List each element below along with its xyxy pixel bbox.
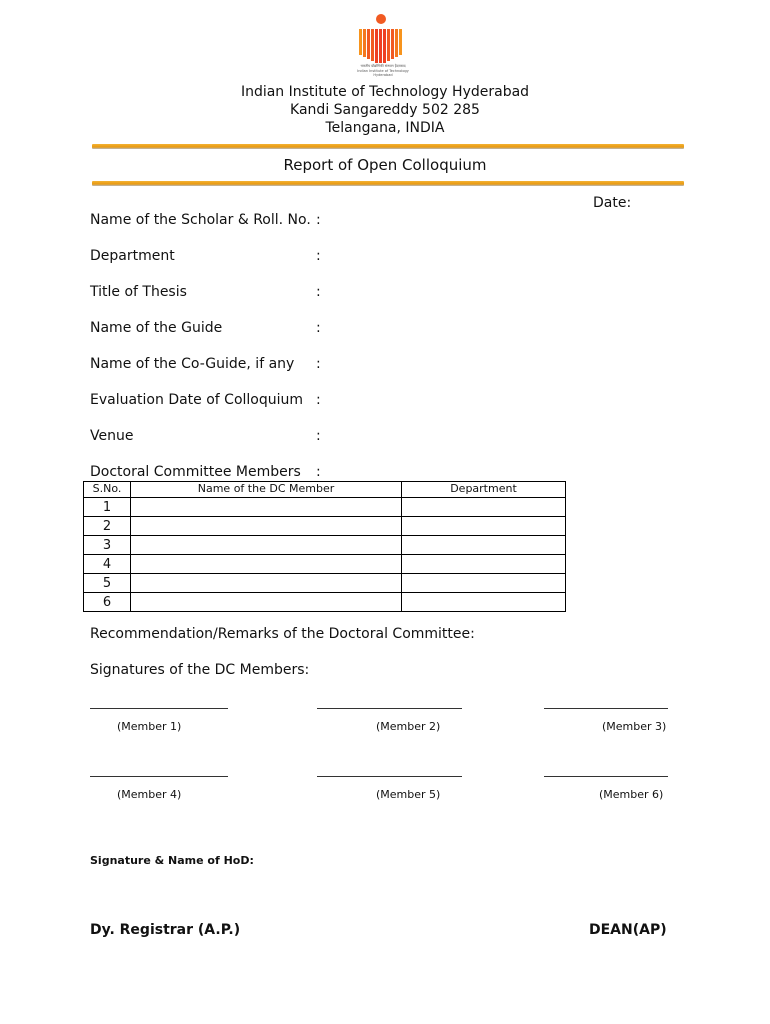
page-title: Report of Open Colloquium <box>283 156 487 174</box>
member-3-label: (Member 3) <box>602 720 667 733</box>
institute-state: Telangana, INDIA <box>325 120 445 136</box>
hod-signature-label: Signature & Name of HoD: <box>90 854 254 867</box>
field-colon: : <box>316 284 321 300</box>
dean-label: DEAN(AP) <box>589 922 667 938</box>
field-colon: : <box>316 356 321 372</box>
member-department-cell[interactable] <box>402 517 566 536</box>
table-row <box>84 574 566 593</box>
member-1-label: (Member 1) <box>117 720 182 733</box>
row-number: 4 <box>84 555 131 574</box>
member-5-label: (Member 5) <box>376 788 441 801</box>
field-department: Department <box>90 248 175 264</box>
member-4-label: (Member 4) <box>117 788 182 801</box>
table-row <box>84 555 566 574</box>
field-venue: Venue <box>90 428 134 444</box>
row-number: 6 <box>84 593 131 612</box>
row-number: 5 <box>84 574 131 593</box>
institute-address: Kandi Sangareddy 502 285 <box>290 102 480 118</box>
column-header-name: Name of the DC Member <box>131 482 402 498</box>
iith-logo <box>355 14 411 78</box>
column-header-sno: S.No. <box>84 482 131 498</box>
field-guide: Name of the Guide <box>90 320 223 336</box>
signatures-label: Signatures of the DC Members: <box>90 662 310 678</box>
field-evaluation-date: Evaluation Date of Colloquium <box>90 392 304 408</box>
title-rule-bottom <box>92 181 684 186</box>
row-number: 1 <box>84 498 131 517</box>
member-name-cell[interactable] <box>131 517 402 536</box>
member-name-cell[interactable] <box>131 536 402 555</box>
logo-caption-line: Hyderabad <box>373 73 393 77</box>
field-colon: : <box>316 248 321 264</box>
member-department-cell[interactable] <box>402 498 566 517</box>
field-thesis-title: Title of Thesis <box>90 284 187 300</box>
field-colon: : <box>316 320 321 336</box>
signature-line[interactable] <box>90 708 228 709</box>
member-name-cell[interactable] <box>131 574 402 593</box>
dc-members-table <box>83 481 566 612</box>
logo-caption <box>349 64 417 78</box>
signature-line[interactable] <box>90 776 228 777</box>
logo-caption-line: भारतीय प्रौद्योगिकी संस्थान हैदराबाद <box>360 64 406 68</box>
table-row <box>84 593 566 612</box>
field-colon: : <box>316 428 321 444</box>
recommendation-label: Recommendation/Remarks of the Doctoral Committee: <box>90 626 475 642</box>
institute-name: Indian Institute of Technology Hyderabad <box>240 84 530 100</box>
logo-caption-line: Indian Institute of Technology <box>357 68 409 73</box>
signature-line[interactable] <box>544 708 668 709</box>
column-header-department: Department <box>402 482 566 498</box>
table-row <box>84 517 566 536</box>
field-scholar-name: Name of the Scholar & Roll. No. <box>90 212 311 228</box>
field-dc-members: Doctoral Committee Members <box>90 464 301 480</box>
member-6-label: (Member 6) <box>599 788 664 801</box>
title-rule-top <box>92 144 684 149</box>
date-label: Date: <box>593 195 632 211</box>
field-colon: : <box>316 212 321 228</box>
member-2-label: (Member 2) <box>376 720 441 733</box>
table-row <box>84 536 566 555</box>
dy-registrar-label: Dy. Registrar (A.P.) <box>90 922 241 938</box>
table-header-row <box>84 482 566 498</box>
member-department-cell[interactable] <box>402 555 566 574</box>
signature-line[interactable] <box>317 776 462 777</box>
member-department-cell[interactable] <box>402 536 566 555</box>
member-department-cell[interactable] <box>402 593 566 612</box>
field-colon: : <box>316 464 321 480</box>
row-number: 2 <box>84 517 131 536</box>
member-name-cell[interactable] <box>131 593 402 612</box>
signature-line[interactable] <box>544 776 668 777</box>
member-name-cell[interactable] <box>131 498 402 517</box>
table-row <box>84 498 566 517</box>
field-colon: : <box>316 392 321 408</box>
field-co-guide: Name of the Co-Guide, if any <box>90 356 295 372</box>
member-department-cell[interactable] <box>402 574 566 593</box>
member-name-cell[interactable] <box>131 555 402 574</box>
signature-line[interactable] <box>317 708 462 709</box>
row-number: 3 <box>84 536 131 555</box>
